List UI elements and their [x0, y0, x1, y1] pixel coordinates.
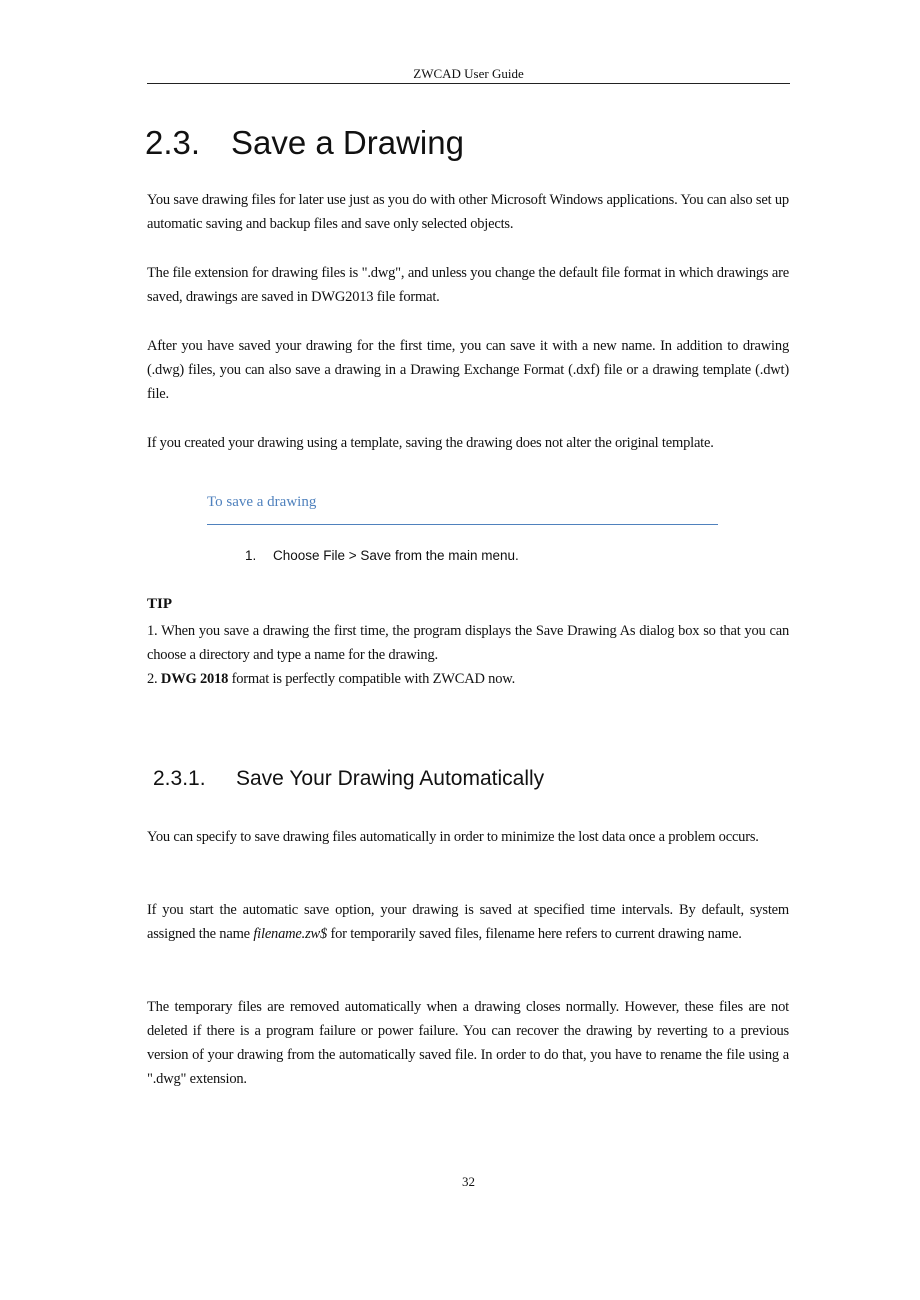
page-number: 32 — [462, 1174, 475, 1189]
tip-item-bold: DWG 2018 — [160, 671, 229, 687]
section-title: Save a Drawing — [231, 124, 464, 161]
step-number: 1. — [245, 548, 257, 563]
tip-label: TIP — [147, 596, 173, 612]
subsection-number: 2.3.1. — [153, 767, 206, 790]
step-text: Choose File > Save from the main menu. — [273, 548, 519, 563]
text: for temporarily saved files, filename here refers to current drawing name. — [327, 926, 742, 942]
subsection-heading — [153, 767, 544, 791]
running-header: ZWCAD User Guide — [413, 66, 524, 81]
paragraph: The temporary files are removed automatically when a drawing closes normally. However, these files are not deleted if there is a program failure or power failure. You can recover the drawing by reverting to a previous version of your drawing from the automatically saved file. In order to do that, you have to rename the file using a ".dwg" extension. — [147, 999, 789, 1087]
paragraph: The file extension for drawing files is ".dwg", and unless you change the default file format in which drawings are saved, drawings are saved in DWG2013 file format. — [147, 265, 789, 305]
header-rule — [147, 83, 790, 84]
procedure-title: To save a drawing — [207, 494, 317, 510]
tip-item-text: format is perfectly compatible with ZWCAD now. — [228, 671, 516, 687]
tip-item-number: 2. — [147, 671, 158, 687]
paragraph: If you created your drawing using a template, saving the drawing does not alter the original template. — [147, 435, 714, 451]
tip-item: 1. When you save a drawing the first time, the program displays the Save Drawing As dialog box so that you can choose a directory and type a name for the drawing. — [147, 623, 789, 663]
subsection-title: Save Your Drawing Automatically — [236, 767, 545, 790]
tip-item — [147, 667, 789, 691]
paragraph: You can specify to save drawing files automatically in order to minimize the lost data once a problem occurs. — [147, 829, 759, 845]
text: If you start the automatic save option, your drawing is saved at specified time intervals. By default, system assigned the name — [147, 902, 789, 942]
filename-italic: filename.zw$ — [253, 926, 328, 942]
section-heading — [145, 124, 464, 162]
procedure-rule — [207, 524, 718, 525]
section-number: 2.3. — [145, 124, 201, 161]
procedure-step — [245, 548, 519, 563]
paragraph: You save drawing files for later use just as you do with other Microsoft Windows applications. You can also set up automatic saving and backup files and save only selected objects. — [147, 192, 789, 232]
paragraph: After you have saved your drawing for the first time, you can save it with a new name. In addition to drawing (.dwg) files, you can also save a drawing in a Drawing Exchange Format (.dxf) file or a drawing template (.dwt) file. — [147, 338, 789, 402]
paragraph — [147, 898, 789, 946]
